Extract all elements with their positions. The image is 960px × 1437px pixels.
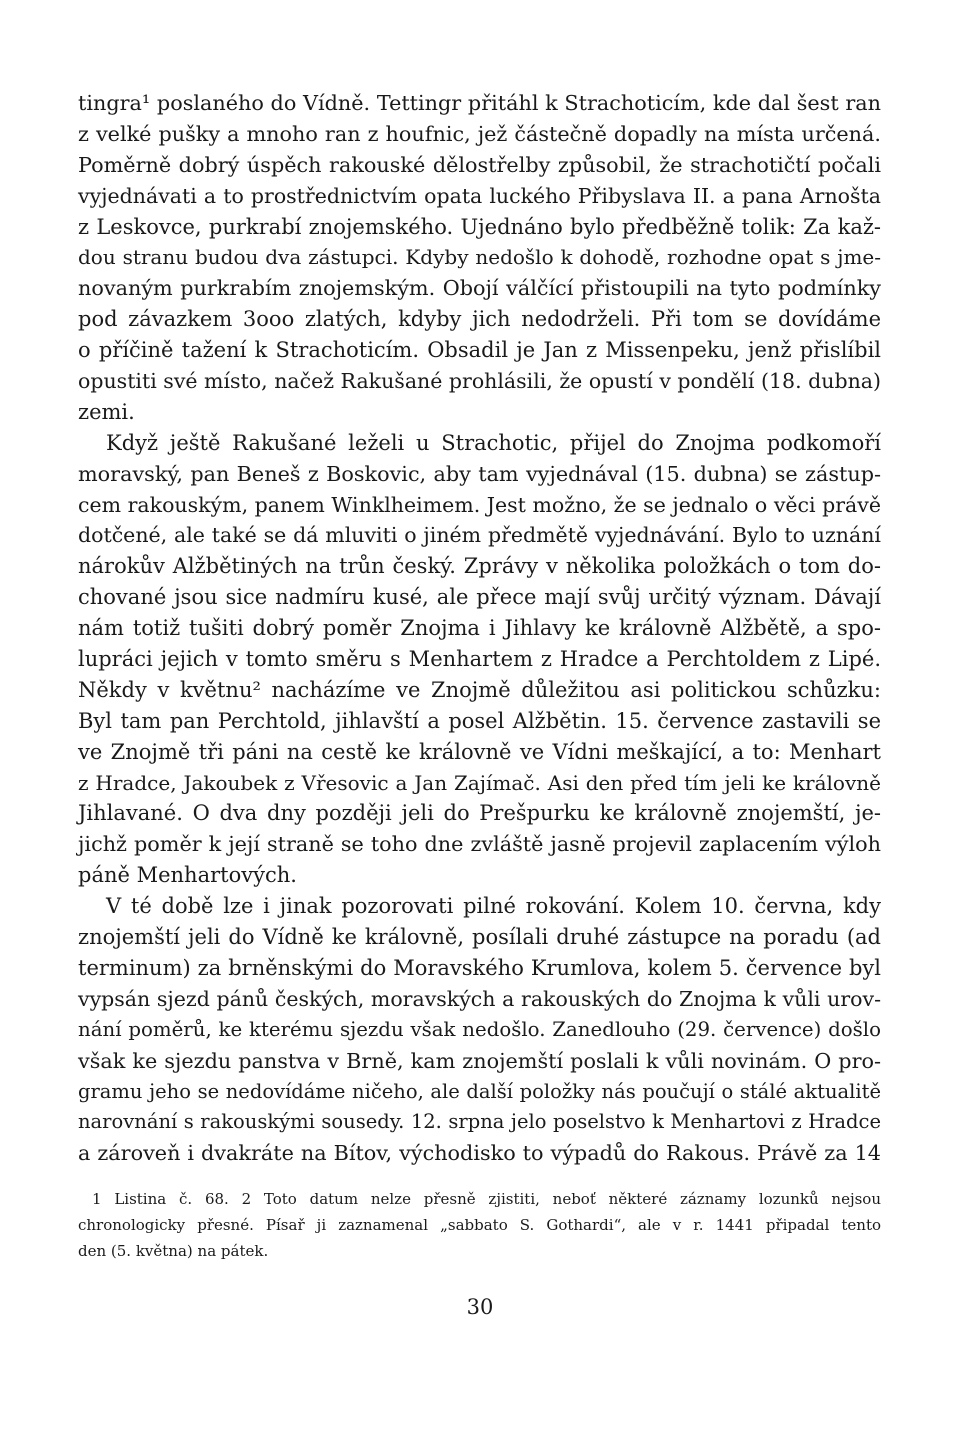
text-line: moravský, pan Beneš z Boskovic, aby tam vyjednával (15. dubna) se zástup- xyxy=(78,461,881,486)
text-line: narovnání s rakouskými sousedy. 12. srpna jelo poselstvo k Menhartovi z Hradce xyxy=(78,1110,881,1134)
text-line: ve Znojmě tři páni na cestě ke královně ve Vídni meškající, a to: Menhart xyxy=(78,739,881,764)
text-line: znojemští jeli do Vídně ke královně, posílali druhé zástupce na poradu (ad xyxy=(78,925,881,950)
footnote-line: chronologicky přesné. Písař ji zaznamenal „sabbato S. Gothardi“, ale v r. 1441 připadal tento xyxy=(78,1216,881,1234)
text-line: gramu jeho se nedovídáme ničeho, ale další položky nás poučují o stálé aktualitě xyxy=(78,1079,881,1103)
text-line: dou stranu budou dva zástupci. Kdyby nedošlo k dohodě, rozhodne opat s jme- xyxy=(78,245,881,270)
text-line: jichž poměr k její straně se toho dne zvláště jasně projevil zaplacením výloh xyxy=(78,832,881,857)
text-line: nání poměrů, ke kterému sjezdu však nedošlo. Zanedlouho (29. července) došlo xyxy=(78,1017,881,1041)
text-line: a zároveň i dvakráte na Bítov, východisko to výpadů do Rakous. Právě za 14 xyxy=(78,1141,881,1166)
text-line: však ke sjezdu panstva v Brně, kam znojemští poslali k vůli novinám. O pro- xyxy=(78,1048,881,1073)
page-number: 30 xyxy=(466,1295,494,1319)
text-line: z Leskovce, purkrabí znojemského. Ujednáno bylo předběžně tolik: Za kaž- xyxy=(78,214,881,239)
text-line: tingra¹ poslaného do Vídně. Tettingr přitáhl k Strachoticím, kde dal šest ran xyxy=(78,91,881,115)
text-line: Někdy v květnu² nacházíme ve Znojmě důležitou asi politickou schůzku: xyxy=(78,677,881,702)
text-line: z velké pušky a mnoho ran z houfnic, jež částečně dopadly na místa určená. xyxy=(78,121,881,146)
text-line: opustiti své místo, načež Rakušané prohlásili, že opustí v pondělí (18. dubna) xyxy=(78,369,881,394)
text-line: vypsán sjezd pánů českých, moravských a rakouských do Znojma k vůli urov- xyxy=(78,986,881,1011)
footnotes xyxy=(78,1186,881,1264)
text-line: terminum) za brněnskými do Moravského Krumlova, kolem 5. července byl xyxy=(78,955,881,980)
text-line: lupráci jejich v tomto směru s Menhartem z Hradce a Perchtoldem z Lipé. xyxy=(78,647,881,672)
text-line: Poměrně dobrý úspěch rakouské dělostřelby způsobil, že strachotičtí počali xyxy=(78,152,881,177)
text-line: pod závazkem 3ooo zlatých, kdyby jich nedodrželi. Při tom se dovídáme xyxy=(78,307,881,332)
text-line: o příčině tažení k Strachoticím. Obsadil je Jan z Missenpeku, jenž přislíbil xyxy=(78,338,881,363)
text-line: cem rakouským, panem Winklheimem. Jest možno, že se jednalo o věci právě xyxy=(78,492,881,517)
text-line: zemi. xyxy=(78,399,135,424)
text-line: V té době lze i jinak pozorovati pilné rokování. Kolem 10. června, kdy xyxy=(106,894,881,919)
text-line: páně Menhartových. xyxy=(78,863,297,888)
text-line: vyjednávati a to prostřednictvím opata luckého Přibyslava II. a pana Arnošta xyxy=(78,183,881,208)
text-line: dotčené, ale také se dá mluviti o jiném předmětě vyjednávání. Bylo to uznání xyxy=(78,523,881,548)
text-line: z Hradce, Jakoubek z Vřesovic a Jan Zajímač. Asi den před tím jeli ke královně xyxy=(78,770,881,795)
text-line: Byl tam pan Perchtold, jihlavští a posel Alžbětin. 15. července zastavili se xyxy=(78,708,881,733)
body-text xyxy=(78,88,881,1169)
text-line: nárokův Alžbětiných na trůn český. Zprávy v několika položkách o tom do- xyxy=(78,554,881,579)
text-line: Jihlavané. O dva dny později jeli do Prešpurku ke královně znojemští, je- xyxy=(78,801,881,826)
text-line: Když ještě Rakušané leželi u Strachotic, přijel do Znojma podkomoří xyxy=(106,430,881,455)
text-line: nám totiž tušiti dobrý poměr Znojma i Jihlavy ke královně Alžbětě, a spo- xyxy=(78,616,881,641)
text-line: chované jsou sice nadmíru kusé, ale přece mají svůj určitý význam. Dávají xyxy=(78,585,881,610)
footnote-line: 1 Listina č. 68. 2 Toto datum nelze přesně zjistiti, neboť některé záznamy lozunků nejsou xyxy=(92,1190,881,1208)
footnote-line: den (5. května) na pátek. xyxy=(78,1242,269,1260)
text-line: novaným purkrabím znojemským. Obojí válčící přistoupili na tyto podmínky xyxy=(78,276,881,301)
